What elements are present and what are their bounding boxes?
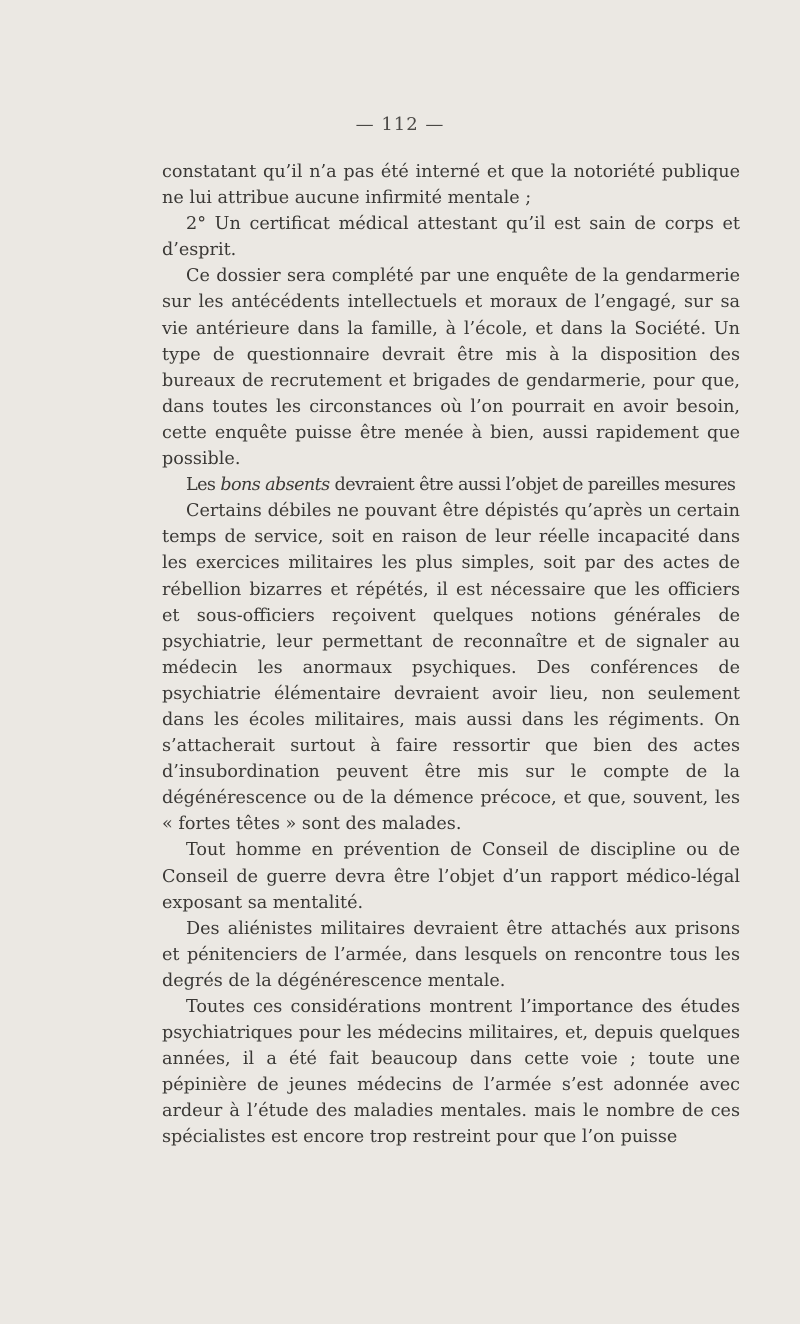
bons-absents-italic: bons absents	[220, 475, 330, 496]
paragraph-2-certificate: 2° Un certificat médical attestant qu’il est sain de corps et d’esprit.	[162, 214, 740, 261]
paragraph-7-alienistes: Des aliénistes militaires devraient être attachés aux prisons et pénitenciers de l’armée, dans lesquels on rencontre tous les degrés de la dégénérescence mentale.	[162, 918, 740, 991]
page-number: — 112 —	[355, 114, 445, 135]
body-text	[162, 159, 740, 1151]
paragraph-1-continuation: constatant qu’il n’a pas été interné et que la notoriété publique ne lui attribue aucune infirmité mentale ;	[162, 162, 740, 209]
paragraph-6-conseil: Tout homme en prévention de Conseil de discipline ou de Conseil de guerre devra être l’objet d’un rapport médico-légal exposant sa mentalité.	[162, 840, 740, 913]
paragraph-3-dossier: Ce dossier sera complété par une enquête de la gendarmerie sur les antécédents intellectuels et moraux de l’engagé, sur sa vie antérieure dans la famille, à l’école, et dans la Société. Un type de questionnaire devrait être mis à la disposition des bureaux de recrutement et brigades de gendarmerie, pour que, dans toutes les circonstances où l’on pourrait en avoir besoin, cette enquête puisse être menée à bien, aussi rapidement que possible.	[162, 266, 740, 470]
paragraph-4-after: devraient être aussi l’objet de pareilles mesures	[329, 475, 736, 496]
paragraph-4-bons-absents	[162, 472, 740, 498]
paragraph-5-debiles: Certains débiles ne pouvant être dépistés qu’après un certain temps de service, soit en raison de leur réelle incapacité dans les exercices militaires les plus simples, soit par des actes de rébellion bizarres et répétés, il est nécessaire que les officiers et sous-officiers reçoivent quelques notions générales de psychiatrie, leur permettant de reconnaître et de signaler au médecin les anormaux psychiques. Des conférences de psychiatrie élémentaire devraient avoir lieu, non seulement dans les écoles militaires, mais aussi dans les régiments. On s’attacherait surtout à faire ressortir que bien des actes d’insubordination peuvent être mis sur le compte de la dégénérescence ou de la démence précoce, et que, souvent, les « fortes têtes » sont des malades.	[162, 501, 740, 835]
paragraph-4-before: Les	[186, 475, 221, 496]
paragraph-8-considerations: Toutes ces considérations montrent l’importance des études psychiatriques pour les médecins militaires, et, depuis quelques années, il a été fait beaucoup dans cette voie ; toute une pépinière de jeunes médecins de l’armée s’est adonnée avec ardeur à l’étude des maladies mentales. mais le nombre de ces spécialistes est encore trop restreint pour que l’on puisse	[162, 997, 740, 1148]
